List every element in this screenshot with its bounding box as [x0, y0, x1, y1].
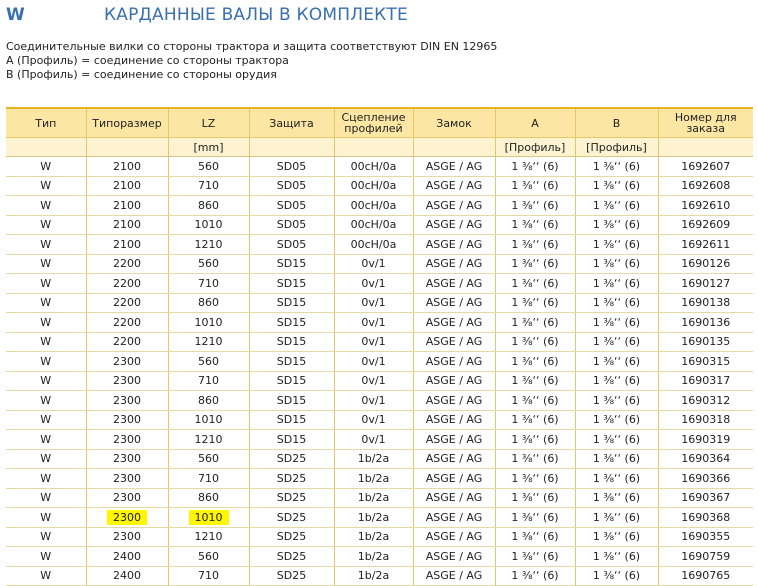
cell-type: W	[6, 157, 86, 177]
cell-order-number: 1690759	[658, 547, 753, 567]
cell-size	[86, 508, 168, 528]
cell-size: 2200	[86, 313, 168, 333]
cell-lock: ASGE / AG	[413, 547, 495, 567]
cell-type: W	[6, 352, 86, 372]
cell-type: W	[6, 274, 86, 294]
cell-size: 2100	[86, 176, 168, 196]
col-header-size: Типоразмер	[86, 108, 168, 138]
cell-guard: SD25	[249, 508, 334, 528]
table-row	[6, 469, 753, 489]
cell-order-number: 1690367	[658, 488, 753, 508]
table-row	[6, 410, 753, 430]
cell-profile-b: 1 ⅜‘‘ (6)	[575, 313, 658, 333]
page-header	[6, 3, 754, 29]
cell-profile-overlap: 0v/1	[334, 430, 413, 450]
cell-profile-overlap: 0v/1	[334, 274, 413, 294]
col-header-profile-overlap: Сцепление профилей	[334, 108, 413, 138]
cell-type: W	[6, 430, 86, 450]
cell-guard: SD15	[249, 274, 334, 294]
cell-size: 2300	[86, 410, 168, 430]
cell-guard: SD25	[249, 488, 334, 508]
cell-guard: SD05	[249, 157, 334, 177]
cell-lock: ASGE / AG	[413, 254, 495, 274]
table-row	[6, 176, 753, 196]
cell-profile-b: 1 ⅜‘‘ (6)	[575, 566, 658, 586]
note-profile-a: A (Профиль) = соединение со стороны трактора	[6, 54, 289, 67]
cell-type: W	[6, 488, 86, 508]
cell-profile-overlap: 00cH/0a	[334, 176, 413, 196]
cell-profile-a: 1 ⅜‘‘ (6)	[495, 547, 575, 567]
cell-lock: ASGE / AG	[413, 274, 495, 294]
cell-guard: SD25	[249, 527, 334, 547]
cell-profile-a: 1 ⅜‘‘ (6)	[495, 274, 575, 294]
cell-profile-a: 1 ⅜‘‘ (6)	[495, 391, 575, 411]
cell-lock: ASGE / AG	[413, 176, 495, 196]
table-row	[6, 215, 753, 235]
table-row	[6, 254, 753, 274]
col-header-guard: Защита	[249, 108, 334, 138]
cell-lock: ASGE / AG	[413, 469, 495, 489]
cell-lz: 1210	[168, 332, 249, 352]
cell-profile-b: 1 ⅜‘‘ (6)	[575, 469, 658, 489]
cell-order-number: 1690364	[658, 449, 753, 469]
cell-lz: 1210	[168, 430, 249, 450]
cell-profile-overlap: 0v/1	[334, 410, 413, 430]
cell-lz: 560	[168, 449, 249, 469]
cell-lock: ASGE / AG	[413, 527, 495, 547]
cell-size: 2200	[86, 274, 168, 294]
cell-lock: ASGE / AG	[413, 488, 495, 508]
unit-size	[86, 138, 168, 157]
cell-order-number: 1690318	[658, 410, 753, 430]
unit-b: [Профиль]	[575, 138, 658, 157]
table-row	[6, 313, 753, 333]
cell-lock: ASGE / AG	[413, 235, 495, 255]
cell-lock: ASGE / AG	[413, 410, 495, 430]
cell-lz: 710	[168, 371, 249, 391]
highlighted-value: 2300	[107, 510, 147, 525]
cell-order-number: 1690126	[658, 254, 753, 274]
cell-order-number: 1690138	[658, 293, 753, 313]
cell-order-number: 1690135	[658, 332, 753, 352]
cell-size: 2200	[86, 332, 168, 352]
cell-profile-a: 1 ⅜‘‘ (6)	[495, 508, 575, 528]
note-profile-b: B (Профиль) = соединение со стороны орудия	[6, 68, 277, 81]
cell-profile-overlap: 1b/2a	[334, 566, 413, 586]
cell-profile-b: 1 ⅜‘‘ (6)	[575, 352, 658, 372]
cell-lz: 710	[168, 469, 249, 489]
cell-lock: ASGE / AG	[413, 391, 495, 411]
cell-size: 2300	[86, 430, 168, 450]
cell-profile-overlap: 0v/1	[334, 371, 413, 391]
cell-lock: ASGE / AG	[413, 352, 495, 372]
cell-lz: 1210	[168, 235, 249, 255]
cell-type: W	[6, 469, 86, 489]
cell-lock: ASGE / AG	[413, 430, 495, 450]
cell-size: 2100	[86, 235, 168, 255]
cell-type: W	[6, 254, 86, 274]
cell-guard: SD15	[249, 371, 334, 391]
col-header-b: B	[575, 108, 658, 138]
cell-lock: ASGE / AG	[413, 508, 495, 528]
cell-profile-a: 1 ⅜‘‘ (6)	[495, 157, 575, 177]
cell-profile-b: 1 ⅜‘‘ (6)	[575, 332, 658, 352]
cell-profile-overlap: 0v/1	[334, 352, 413, 372]
cell-lz: 860	[168, 293, 249, 313]
table-row	[6, 547, 753, 567]
cell-profile-a: 1 ⅜‘‘ (6)	[495, 293, 575, 313]
cell-profile-b: 1 ⅜‘‘ (6)	[575, 293, 658, 313]
table-row	[6, 566, 753, 586]
cell-lock: ASGE / AG	[413, 566, 495, 586]
cell-guard: SD15	[249, 313, 334, 333]
cell-profile-b: 1 ⅜‘‘ (6)	[575, 410, 658, 430]
cell-type: W	[6, 332, 86, 352]
cell-lz: 710	[168, 176, 249, 196]
cell-lz: 1010	[168, 410, 249, 430]
product-code: W	[6, 5, 25, 25]
cell-lock: ASGE / AG	[413, 332, 495, 352]
cell-profile-overlap: 1b/2a	[334, 469, 413, 489]
table-units-row	[6, 138, 753, 157]
cell-profile-a: 1 ⅜‘‘ (6)	[495, 410, 575, 430]
table-body	[6, 157, 753, 586]
cell-type: W	[6, 508, 86, 528]
cell-size: 2400	[86, 547, 168, 567]
cell-profile-a: 1 ⅜‘‘ (6)	[495, 332, 575, 352]
cell-profile-a: 1 ⅜‘‘ (6)	[495, 430, 575, 450]
cell-profile-overlap: 00cH/0a	[334, 235, 413, 255]
cell-guard: SD15	[249, 254, 334, 274]
cell-lz: 1010	[168, 313, 249, 333]
cell-profile-overlap: 00cH/0a	[334, 215, 413, 235]
table-row	[6, 527, 753, 547]
cell-type: W	[6, 196, 86, 216]
col-header-order-number: Номер для заказа	[658, 108, 753, 138]
cell-lz: 560	[168, 157, 249, 177]
cell-profile-b: 1 ⅜‘‘ (6)	[575, 215, 658, 235]
cell-order-number: 1690315	[658, 352, 753, 372]
table-row	[6, 196, 753, 216]
cell-lz	[168, 508, 249, 528]
col-header-lock: Замок	[413, 108, 495, 138]
cell-order-number: 1690366	[658, 469, 753, 489]
cell-order-number: 1692609	[658, 215, 753, 235]
cell-profile-b: 1 ⅜‘‘ (6)	[575, 254, 658, 274]
cell-size: 2300	[86, 449, 168, 469]
cell-profile-a: 1 ⅜‘‘ (6)	[495, 469, 575, 489]
cell-lz: 560	[168, 547, 249, 567]
table-row	[6, 449, 753, 469]
cell-size: 2100	[86, 157, 168, 177]
cell-order-number: 1690127	[658, 274, 753, 294]
cell-profile-b: 1 ⅜‘‘ (6)	[575, 157, 658, 177]
cell-lz: 560	[168, 254, 249, 274]
table-row	[6, 293, 753, 313]
table-row	[6, 157, 753, 177]
cell-profile-b: 1 ⅜‘‘ (6)	[575, 508, 658, 528]
cell-lock: ASGE / AG	[413, 449, 495, 469]
cell-profile-overlap: 1b/2a	[334, 508, 413, 528]
cell-order-number: 1690355	[658, 527, 753, 547]
cell-profile-overlap: 1b/2a	[334, 449, 413, 469]
cell-profile-overlap: 0v/1	[334, 391, 413, 411]
cell-lz: 1210	[168, 527, 249, 547]
notes-block	[6, 40, 497, 82]
cell-profile-overlap: 1b/2a	[334, 527, 413, 547]
cell-order-number: 1692610	[658, 196, 753, 216]
cell-size: 2300	[86, 527, 168, 547]
cell-guard: SD05	[249, 196, 334, 216]
cell-size: 2300	[86, 469, 168, 489]
cell-profile-overlap: 1b/2a	[334, 547, 413, 567]
cell-type: W	[6, 313, 86, 333]
cell-order-number: 1692607	[658, 157, 753, 177]
cell-guard: SD15	[249, 332, 334, 352]
cell-guard: SD05	[249, 176, 334, 196]
cell-size: 2300	[86, 371, 168, 391]
cell-type: W	[6, 215, 86, 235]
col-header-type: Тип	[6, 108, 86, 138]
cell-guard: SD25	[249, 469, 334, 489]
cell-size: 2200	[86, 293, 168, 313]
cell-profile-b: 1 ⅜‘‘ (6)	[575, 547, 658, 567]
table-row	[6, 371, 753, 391]
cell-lock: ASGE / AG	[413, 293, 495, 313]
cell-lock: ASGE / AG	[413, 157, 495, 177]
cell-profile-overlap: 0v/1	[334, 293, 413, 313]
note-standard: Соединительные вилки со стороны трактора и защита соответствуют DIN EN 12965	[6, 40, 498, 53]
cell-guard: SD15	[249, 410, 334, 430]
page-title: КАРДАННЫЕ ВАЛЫ В КОМПЛЕКТЕ	[104, 5, 408, 25]
cell-profile-b: 1 ⅜‘‘ (6)	[575, 274, 658, 294]
cell-guard: SD25	[249, 547, 334, 567]
cell-size: 2300	[86, 352, 168, 372]
cell-type: W	[6, 547, 86, 567]
unit-a: [Профиль]	[495, 138, 575, 157]
cell-profile-overlap: 00cH/0a	[334, 196, 413, 216]
cell-lz: 860	[168, 488, 249, 508]
cell-profile-b: 1 ⅜‘‘ (6)	[575, 391, 658, 411]
cell-profile-a: 1 ⅜‘‘ (6)	[495, 527, 575, 547]
unit-lock	[413, 138, 495, 157]
cell-order-number: 1692611	[658, 235, 753, 255]
cell-type: W	[6, 527, 86, 547]
cell-size: 2300	[86, 391, 168, 411]
table-row	[6, 235, 753, 255]
cell-lock: ASGE / AG	[413, 215, 495, 235]
table-row	[6, 352, 753, 372]
table-row	[6, 391, 753, 411]
cell-order-number: 1690312	[658, 391, 753, 411]
cell-lock: ASGE / AG	[413, 371, 495, 391]
cell-lz: 1010	[168, 215, 249, 235]
cell-guard: SD15	[249, 430, 334, 450]
cell-size: 2300	[86, 488, 168, 508]
cell-guard: SD15	[249, 391, 334, 411]
cell-type: W	[6, 293, 86, 313]
unit-type	[6, 138, 86, 157]
table-row	[6, 430, 753, 450]
cell-profile-b: 1 ⅜‘‘ (6)	[575, 449, 658, 469]
cell-profile-a: 1 ⅜‘‘ (6)	[495, 176, 575, 196]
cell-profile-b: 1 ⅜‘‘ (6)	[575, 430, 658, 450]
cell-size: 2100	[86, 196, 168, 216]
cell-profile-a: 1 ⅜‘‘ (6)	[495, 566, 575, 586]
cell-profile-a: 1 ⅜‘‘ (6)	[495, 313, 575, 333]
cell-order-number: 1690368	[658, 508, 753, 528]
cell-profile-b: 1 ⅜‘‘ (6)	[575, 527, 658, 547]
unit-profile-overlap	[334, 138, 413, 157]
cell-lz: 860	[168, 196, 249, 216]
cell-size: 2400	[86, 566, 168, 586]
table-header-row	[6, 108, 753, 138]
cell-order-number: 1690317	[658, 371, 753, 391]
cell-profile-overlap: 0v/1	[334, 313, 413, 333]
highlighted-value: 1010	[189, 510, 229, 525]
col-header-a: A	[495, 108, 575, 138]
cell-guard: SD05	[249, 215, 334, 235]
table-row	[6, 274, 753, 294]
cell-profile-overlap: 0v/1	[334, 332, 413, 352]
cell-guard: SD05	[249, 235, 334, 255]
cell-profile-a: 1 ⅜‘‘ (6)	[495, 352, 575, 372]
cell-type: W	[6, 566, 86, 586]
table-row	[6, 488, 753, 508]
cell-lz: 560	[168, 352, 249, 372]
cell-lz: 710	[168, 274, 249, 294]
cell-type: W	[6, 391, 86, 411]
cell-guard: SD25	[249, 566, 334, 586]
cell-size: 2100	[86, 215, 168, 235]
cell-profile-b: 1 ⅜‘‘ (6)	[575, 371, 658, 391]
table-row	[6, 332, 753, 352]
cell-size: 2200	[86, 254, 168, 274]
cell-profile-a: 1 ⅜‘‘ (6)	[495, 488, 575, 508]
cell-type: W	[6, 371, 86, 391]
cell-order-number: 1690319	[658, 430, 753, 450]
cell-profile-a: 1 ⅜‘‘ (6)	[495, 235, 575, 255]
cell-lock: ASGE / AG	[413, 313, 495, 333]
unit-lz: [mm]	[168, 138, 249, 157]
table-row	[6, 508, 753, 528]
spec-table	[6, 107, 753, 586]
cell-guard: SD15	[249, 293, 334, 313]
cell-lz: 860	[168, 391, 249, 411]
cell-profile-b: 1 ⅜‘‘ (6)	[575, 488, 658, 508]
cell-lock: ASGE / AG	[413, 196, 495, 216]
cell-profile-b: 1 ⅜‘‘ (6)	[575, 235, 658, 255]
cell-profile-overlap: 0v/1	[334, 254, 413, 274]
cell-profile-a: 1 ⅜‘‘ (6)	[495, 215, 575, 235]
cell-order-number: 1692608	[658, 176, 753, 196]
cell-profile-overlap: 00cH/0a	[334, 157, 413, 177]
cell-profile-a: 1 ⅜‘‘ (6)	[495, 196, 575, 216]
cell-guard: SD25	[249, 449, 334, 469]
cell-guard: SD15	[249, 352, 334, 372]
unit-guard	[249, 138, 334, 157]
unit-order-number	[658, 138, 753, 157]
cell-type: W	[6, 235, 86, 255]
cell-profile-b: 1 ⅜‘‘ (6)	[575, 196, 658, 216]
cell-profile-b: 1 ⅜‘‘ (6)	[575, 176, 658, 196]
cell-profile-a: 1 ⅜‘‘ (6)	[495, 371, 575, 391]
cell-order-number: 1690136	[658, 313, 753, 333]
cell-profile-a: 1 ⅜‘‘ (6)	[495, 254, 575, 274]
cell-type: W	[6, 449, 86, 469]
cell-order-number: 1690765	[658, 566, 753, 586]
cell-profile-overlap: 1b/2a	[334, 488, 413, 508]
cell-type: W	[6, 176, 86, 196]
cell-lz: 710	[168, 566, 249, 586]
cell-profile-a: 1 ⅜‘‘ (6)	[495, 449, 575, 469]
cell-type: W	[6, 410, 86, 430]
col-header-lz: LZ	[168, 108, 249, 138]
